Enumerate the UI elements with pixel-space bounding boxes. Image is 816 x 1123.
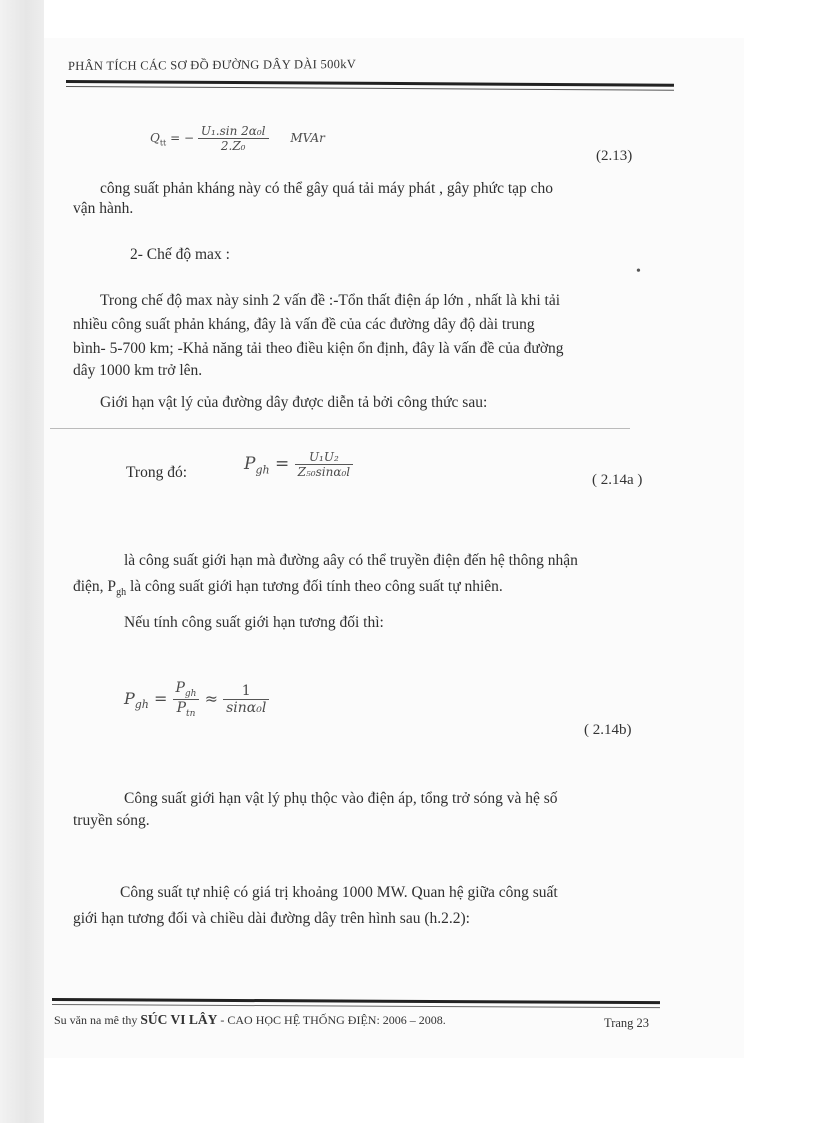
scan-edge-shadow <box>0 0 44 1123</box>
equation-2-14a <box>244 450 353 479</box>
eq-numerator: U₁U₂ <box>295 450 353 465</box>
para-4-line-2-sub: gh <box>116 587 127 599</box>
footer-rest: - CAO HỌC HỆ THỐNG ĐIỆN: 2006 – 2008. <box>217 1013 446 1027</box>
eq-equals: = <box>275 454 295 474</box>
eq-denominator: Z₅₀sinα₀l <box>297 465 351 479</box>
para-1-line-2: vận hành. <box>73 200 134 217</box>
para-2-line-1: Trong chế độ max này sinh 2 vấn đề :-Tổn thất điện áp lớn , nhất là khi tải <box>100 292 561 309</box>
page-number: Trang 23 <box>604 1016 650 1030</box>
eq-lhs-sub: tt <box>159 138 167 148</box>
equation-2-13 <box>150 124 325 153</box>
eq-fraction-2 <box>223 683 269 716</box>
eq-equals: = − <box>170 131 198 145</box>
eq-unit: MVAr <box>290 131 325 145</box>
equation-number-2-14a: ( 2.14a ) <box>592 472 643 488</box>
para-2-line-3: bình- 5-700 km; -Khả năng tải theo điều kiện ổn định, đây là vấn đề của đường <box>73 340 564 357</box>
equation-number-2-14b: ( 2.14b) <box>584 722 632 738</box>
eq-num2: 1 <box>223 683 269 700</box>
equation-number-2-13: (2.13) <box>596 148 633 164</box>
para-2-line-2: nhiều công suất phản kháng, đây là vấn đề của các đường dây độ dài trung <box>73 316 535 333</box>
eq-den2: sinα₀l <box>226 699 267 716</box>
eq-equals: = <box>154 688 173 708</box>
scan-speck: • <box>636 264 641 279</box>
para-4-line-2 <box>73 576 503 604</box>
para-6-line-2: truyền sóng. <box>73 812 150 829</box>
para-4-line-1: là công suất giới hạn mà đường aây có thể truyền điện đến hệ thông nhận <box>124 552 578 569</box>
para-4-line-2-post: là công suất giới hạn tương đối tính theo công suất tự nhiên. <box>126 578 503 595</box>
eq-numerator: U₁.sin 2α₀l <box>198 124 269 139</box>
eq-lhs: Q <box>150 131 160 145</box>
eq-num1-sub: gh <box>184 688 197 699</box>
eq-fraction <box>198 124 269 153</box>
para-3-line-1: Giới hạn vật lý của đường dây được diễn tả bởi công thức sau: <box>100 394 488 411</box>
eq-intro-label: Trong đó: <box>126 464 188 481</box>
eq-den1-sub: tn <box>185 708 196 719</box>
eq-den1: P <box>176 699 186 716</box>
para-1-line-1: công suất phản kháng này có thể gây quá tải máy phát , gây phức tạp cho <box>100 180 554 197</box>
para-4-line-2-pre: điện, P <box>73 578 117 595</box>
eq-fraction-1-denominator <box>173 700 200 719</box>
eq-fraction-1 <box>173 680 200 719</box>
eq-lhs: P <box>244 454 256 474</box>
scan-faint-rule <box>50 428 630 429</box>
eq-fraction-1-numerator <box>173 680 200 700</box>
para-7-line-2: giới hạn tương đối và chiều dài đường dây trên hình sau (h.2.2): <box>73 910 470 927</box>
eq-denominator: 2.Z₀ <box>220 139 246 153</box>
eq-lhs: P <box>124 688 135 708</box>
running-footer <box>54 1012 446 1028</box>
equation-2-14b <box>124 680 269 719</box>
eq-fraction <box>295 450 353 479</box>
footer-prefix: Su văn na mê thy <box>54 1013 141 1027</box>
para-2-line-4: dây 1000 km trở lên. <box>73 362 203 379</box>
footer-author: SÚC VI LÂY <box>140 1012 218 1027</box>
section-heading: 2- Chế độ max : <box>130 246 230 263</box>
para-5-line-1: Nếu tính công suất giới hạn tương đối thì: <box>124 614 384 631</box>
para-7-line-1: Công suất tự nhiệ có giá trị khoảng 1000 MW. Quan hệ giữa công suất <box>120 884 558 901</box>
eq-num1: P <box>175 680 185 696</box>
eq-lhs-sub: gh <box>255 463 270 477</box>
para-6-line-1: Công suất giới hạn vật lý phụ thộc vào điện áp, tổng trở sóng và hệ số <box>124 790 558 807</box>
running-header: PHÂN TÍCH CÁC SƠ ĐỒ ĐƯỜNG DÂY DÀI 500kV <box>68 56 357 74</box>
eq-approx: ≈ <box>204 688 218 708</box>
eq-lhs-sub: gh <box>134 697 149 711</box>
